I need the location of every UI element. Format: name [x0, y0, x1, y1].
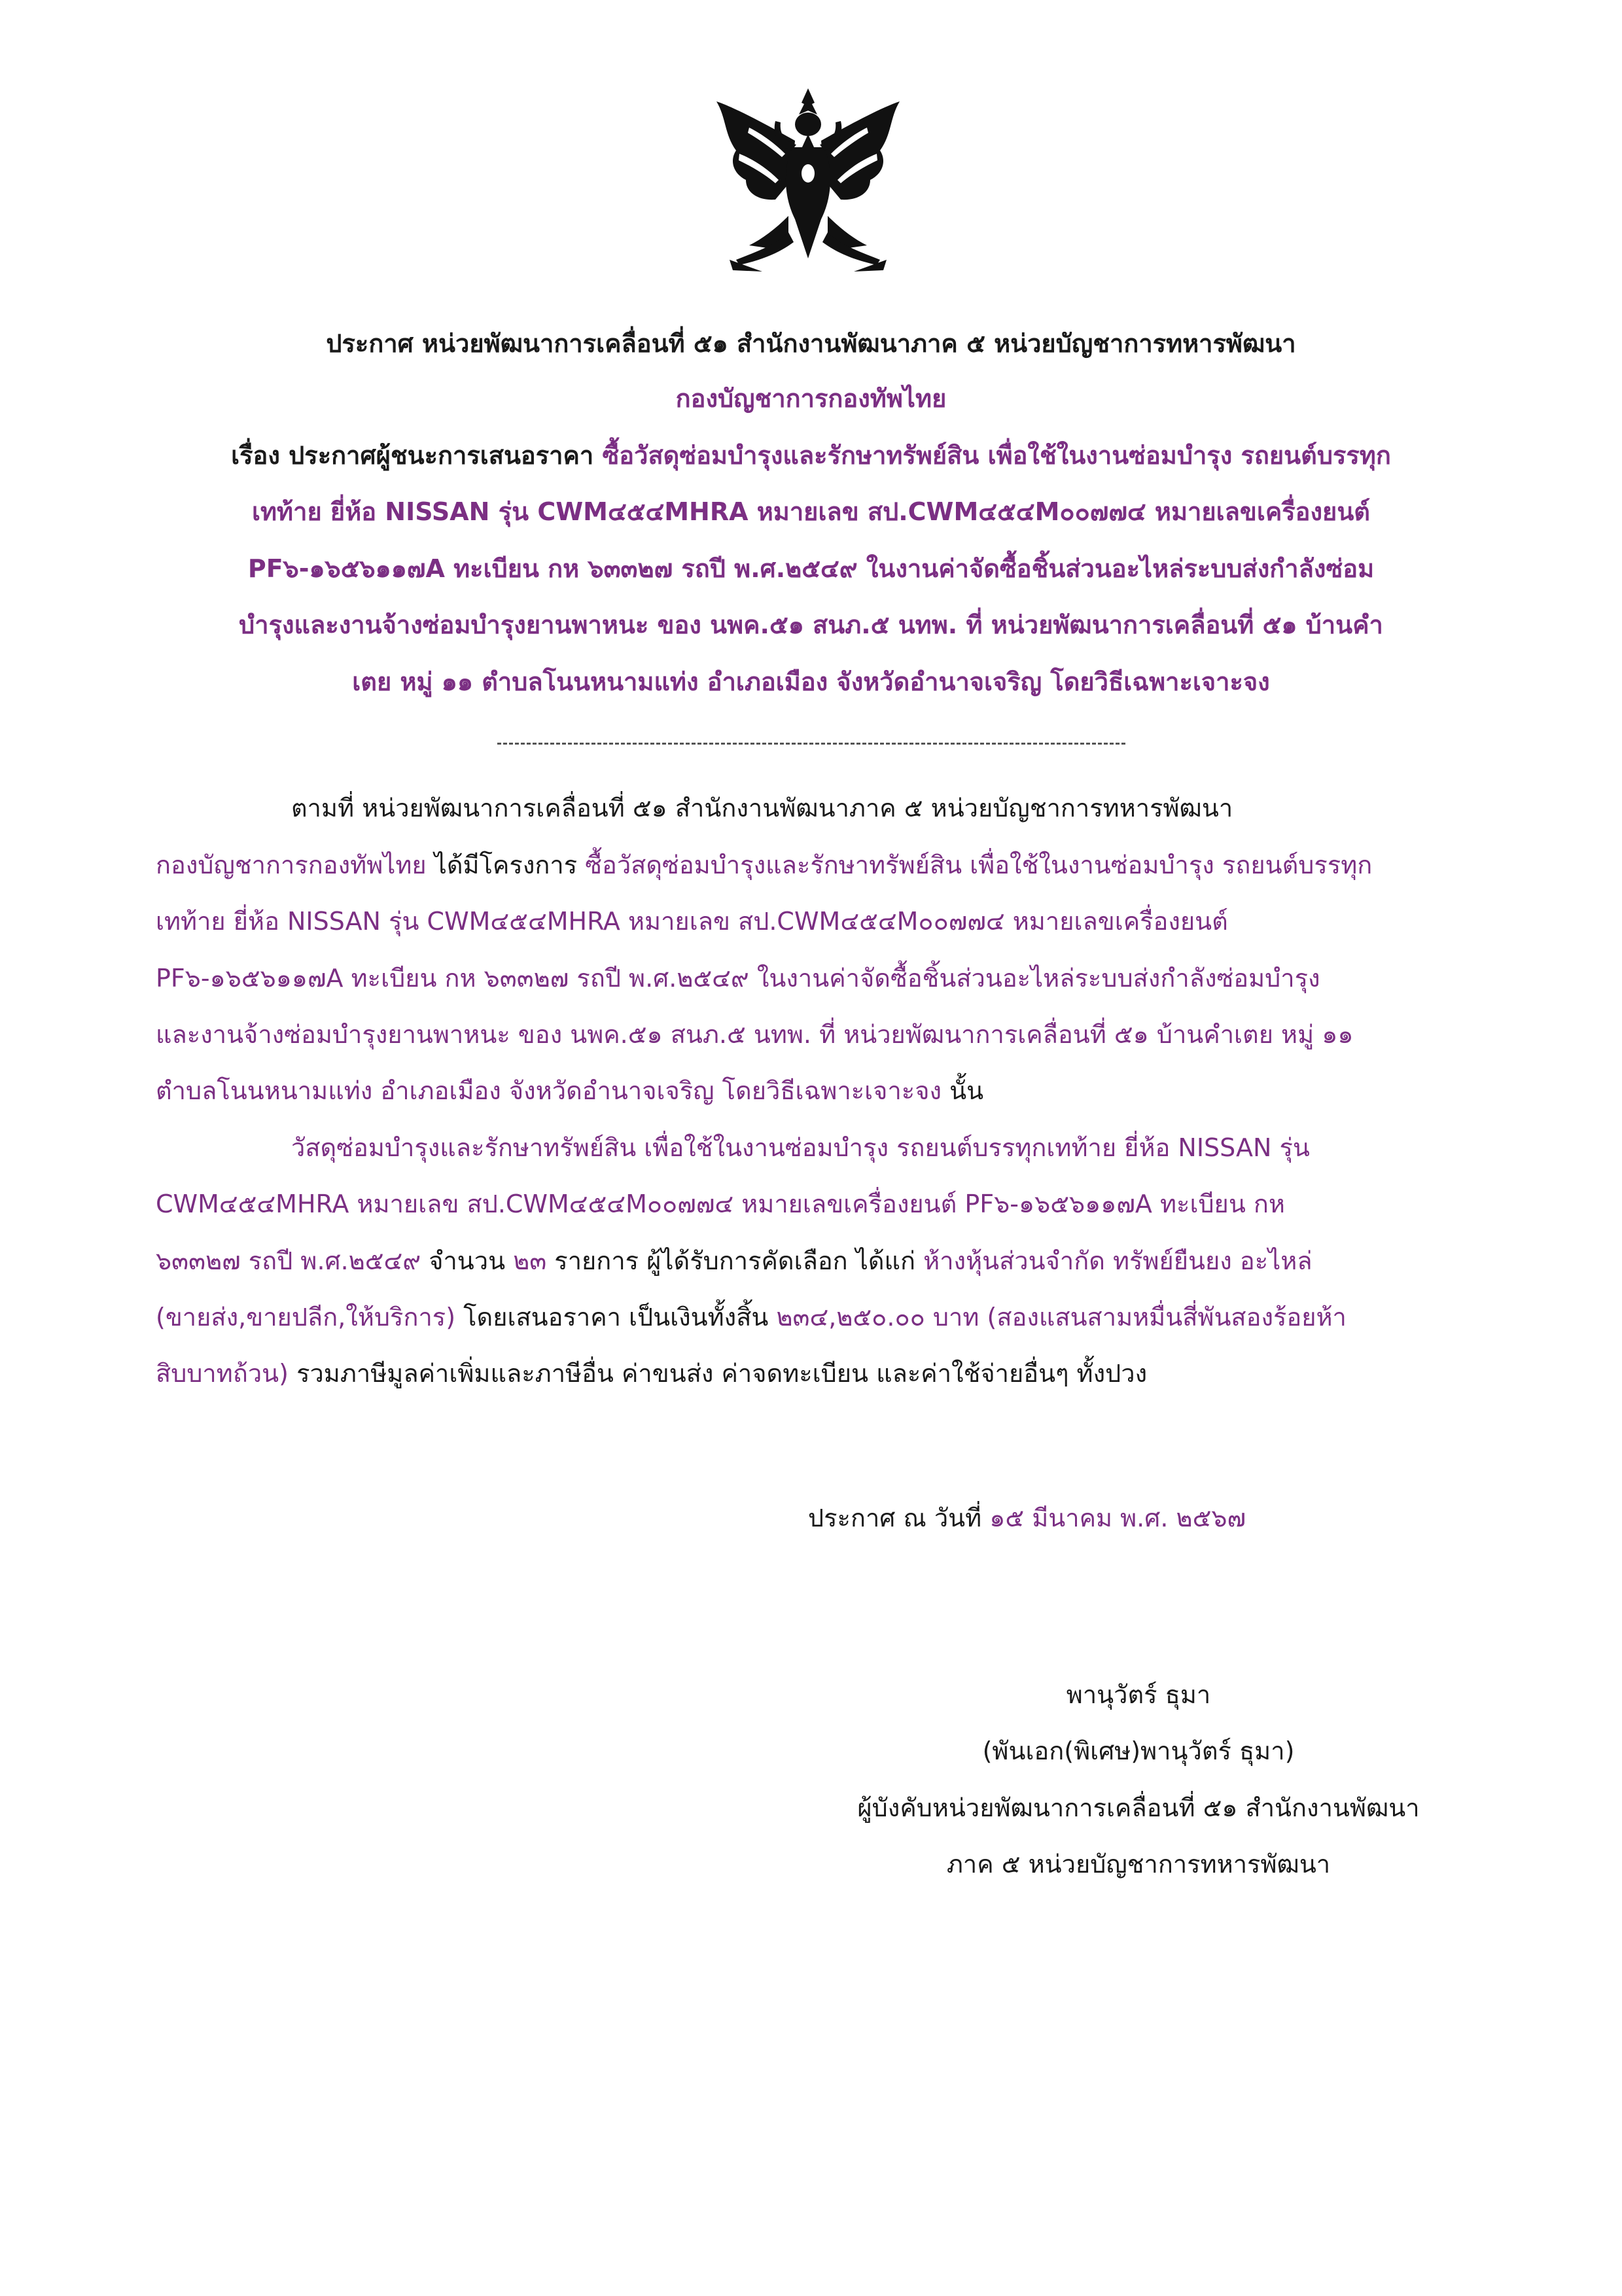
subject-prefix: เรื่อง ประกาศผู้ชนะการเสนอราคา — [231, 441, 594, 470]
p2-reg: ๖๓๓๒๗ รถปี พ.ศ.๒๕๔๙ — [156, 1246, 421, 1275]
p1-org: กองบัญชาการกองทัพไทย — [156, 851, 427, 879]
p2-price-end: สิบบาทถ้วน) — [156, 1359, 289, 1388]
p2-line-4 — [156, 1298, 1347, 1337]
signature-name: พานุวัตร์ ธุมา — [1066, 1680, 1211, 1709]
p1-line-4: PF๖-๑๖๕๖๑๑๗A ทะเบียน กห ๖๓๓๒๗ รถปี พ.ศ.๒๕๔๙ ในงานค่าจัดซื้อชิ้นส่วนอะไหล่ระบบส่งกำลังซ่อมบำรุง — [156, 964, 1320, 993]
p2-winner-type: (ขายส่ง,ขายปลีก,ให้บริการ) — [156, 1303, 456, 1332]
p1-line-6 — [156, 1071, 983, 1110]
header-subject-line — [131, 436, 1491, 475]
p1-location: ตำบลโนนหนามแท่ง อำเภอเมือง จังหวัดอำนาจเจริญ โดยวิธีเฉพาะเจาะจง — [156, 1076, 942, 1105]
p2-price: ๒๓๔,๒๕๐.๐๐ บาท (สองแสนสามหมื่นสี่พันสองร้อยห้า — [776, 1303, 1347, 1332]
announcement-date — [808, 1498, 1246, 1538]
date-value: ๑๕ มีนาคม พ.ศ. ๒๕๖๗ — [989, 1504, 1246, 1532]
p1-line-1: ตามที่ หน่วยพัฒนาการเคลื่อนที่ ๕๑ สำนักงานพัฒนาภาค ๕ หน่วยบัญชาการทหารพัฒนา — [291, 794, 1233, 822]
header-line-1: ประกาศ หน่วยพัฒนาการเคลื่อนที่ ๕๑ สำนักงานพัฒนาภาค ๕ หน่วยบัญชาการทหารพัฒนา — [326, 329, 1296, 358]
header-line-6: บำรุงและงานจ้างซ่อมบำรุงยานพาหนะ ของ นพค.๕๑ สนภ.๕ นทพ. ที่ หน่วยพัฒนาการเคลื่อนที่ ๕๑ บ้านคำ — [239, 610, 1383, 639]
p2-winner-label: รายการ ผู้ได้รับการคัดเลือก ได้แก่ — [546, 1246, 924, 1275]
signature-full-name: (พันเอก(พิเศษ)พานุวัตร์ ธุมา) — [982, 1737, 1295, 1765]
p1-end: นั้น — [942, 1076, 984, 1105]
date-label: ประกาศ ณ วันที่ — [808, 1504, 990, 1532]
p2-winner: ห้างหุ้นส่วนจำกัด ทรัพย์ยืนยง อะไหล่ — [923, 1246, 1313, 1275]
separator-line — [497, 743, 1125, 745]
p1-project-label: ได้มีโครงการ — [426, 851, 586, 879]
p2-qty-label: จำนวน — [421, 1246, 514, 1275]
header-line-4: เทท้าย ยี่ห้อ NISSAN รุ่น CWM๔๕๔MHRA หมายเลข สป.CWM๔๕๔M๐๐๗๗๔ หมายเลขเครื่องยนต์ — [252, 497, 1370, 526]
p2-line-5 — [156, 1354, 1147, 1393]
p1-line-2 — [156, 845, 1372, 885]
header-line-7: เตย หมู่ ๑๑ ตำบลโนนหนามแท่ง อำเภอเมือง จังหวัดอำนาจเจริญ โดยวิธีเฉพาะเจาะจง — [352, 667, 1270, 696]
p2-line-3 — [156, 1241, 1313, 1280]
p1-project: ซื้อวัสดุซ่อมบำรุงและรักษาทรัพย์สิน เพื่อใช้ในงานซ่อมบำรุง รถยนต์บรรทุก — [585, 851, 1373, 879]
subject-text: ซื้อวัสดุซ่อมบำรุงและรักษาทรัพย์สิน เพื่อใช้ในงานซ่อมบำรุง รถยนต์บรรทุก — [602, 441, 1391, 470]
p1-line-5: และงานจ้างซ่อมบำรุงยานพาหนะ ของ นพค.๕๑ สนภ.๕ นทพ. ที่ หน่วยพัฒนาการเคลื่อนที่ ๕๑ บ้านคำเตย หมู่ ๑๑ — [156, 1020, 1354, 1049]
p2-qty: ๒๓ — [513, 1246, 547, 1275]
garuda-emblem-icon — [710, 88, 906, 278]
p2-price-label: โดยเสนอราคา เป็นเงินทั้งสิ้น — [455, 1303, 777, 1332]
p2-tax-note: รวมภาษีมูลค่าเพิ่มและภาษีอื่น ค่าขนส่ง ค่าจดทะเบียน และค่าใช้จ่ายอื่นๆ ทั้งปวง — [288, 1359, 1148, 1388]
signature-title-1: ผู้บังคับหน่วยพัฒนาการเคลื่อนที่ ๕๑ สำนักงานพัฒนา — [857, 1793, 1420, 1822]
header-line-2: กองบัญชาการกองทัพไทย — [675, 384, 947, 413]
header-line-5: PF๖-๑๖๕๖๑๑๗A ทะเบียน กห ๖๓๓๒๗ รถปี พ.ศ.๒๕๔๙ ในงานค่าจัดซื้อชิ้นส่วนอะไหล่ระบบส่งกำลังซ่อม — [247, 554, 1375, 583]
p2-line-2: CWM๔๕๔MHRA หมายเลข สป.CWM๔๕๔M๐๐๗๗๔ หมายเลขเครื่องยนต์ PF๖-๑๖๕๖๑๑๗A ทะเบียน กห — [156, 1190, 1285, 1218]
p2-line-1: วัสดุซ่อมบำรุงและรักษาทรัพย์สิน เพื่อใช้ในงานซ่อมบำรุง รถยนต์บรรทุกเทท้าย ยี่ห้อ NISSAN รุ่น — [291, 1133, 1310, 1162]
p1-line-3: เทท้าย ยี่ห้อ NISSAN รุ่น CWM๔๕๔MHRA หมายเลข สป.CWM๔๕๔M๐๐๗๗๔ หมายเลขเครื่องยนต์ — [156, 907, 1228, 936]
signature-title-2: ภาค ๕ หน่วยบัญชาการทหารพัฒนา — [946, 1850, 1331, 1879]
